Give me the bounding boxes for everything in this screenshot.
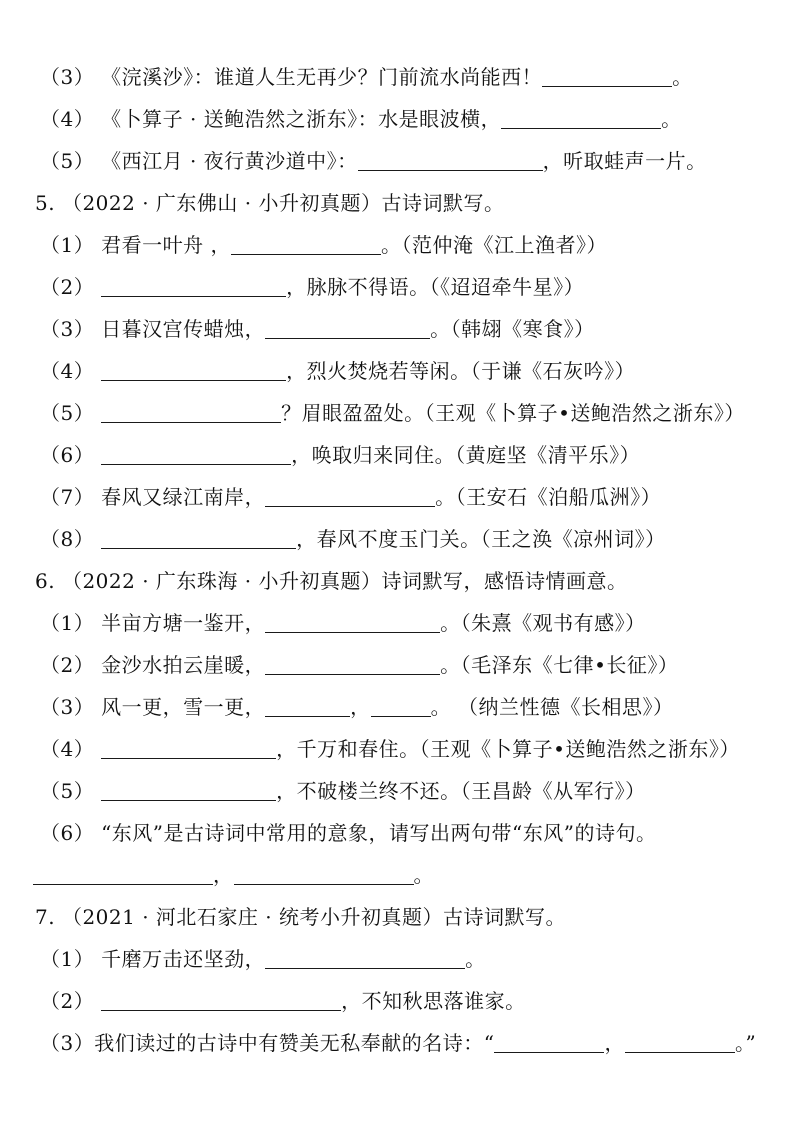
text-segment: ， (350, 695, 371, 719)
q6-item-3 (0, 686, 793, 728)
q5-header (0, 182, 793, 224)
q5-item-4 (0, 350, 793, 392)
q6-item-2 (0, 644, 793, 686)
blank-field (101, 528, 296, 549)
q7-item-2 (0, 980, 793, 1022)
q4-item-5 (0, 140, 793, 182)
text-segment: 5. （2022 · 广东佛山 · 小升初真题）古诗词默写。 (35, 191, 505, 215)
text-segment: 7. （2021 · 河北石家庄 · 统考小升初真题）古诗词默写。 (35, 905, 566, 929)
text-segment: ，听取蛙声一片。 (542, 149, 707, 173)
q5-item-6 (0, 434, 793, 476)
text-segment: （2） (40, 989, 102, 1013)
text-segment: 。 (413, 863, 434, 887)
q5-item-3 (0, 308, 793, 350)
q5-item-7 (0, 476, 793, 518)
q6-item-5 (0, 770, 793, 812)
text-segment: （3） 日暮汉宫传蜡烛， (40, 317, 266, 341)
text-segment: （6） (40, 443, 102, 467)
blank-field (101, 444, 291, 465)
blank-field (265, 612, 440, 633)
text-segment: （2） (40, 275, 102, 299)
text-segment: 6. （2022 · 广东珠海 · 小升初真题）诗词默写，感悟诗情画意。 (35, 569, 628, 593)
text-segment: 。 （纳兰性德《长相思》） (430, 695, 674, 719)
text-segment: ，唤取归来同住。（黄庭坚《清平乐》） (291, 443, 641, 467)
text-segment: ，烈火焚烧若等闲。（于谦《石灰吟》） (286, 359, 636, 383)
blank-field (265, 486, 435, 507)
blank-field (265, 696, 350, 717)
text-segment: （4） (40, 359, 102, 383)
text-segment: 。 (672, 65, 693, 89)
blank-field (265, 948, 465, 969)
text-segment: （1） 君看一叶舟 ， (40, 233, 231, 257)
text-segment: 。（王安石《泊船瓜洲》） (435, 485, 662, 509)
q4-item-3 (0, 56, 793, 98)
blank-field (231, 234, 381, 255)
blank-field (234, 864, 414, 885)
blank-field (358, 150, 543, 171)
text-segment: 。 (661, 107, 682, 131)
text-segment: （6） “东风”是古诗词中常用的意象，请写出两句带“东风”的诗句。 (40, 821, 657, 845)
text-segment: （4） 《卜算子 · 送鲍浩然之浙东》：水是眼波横， (40, 107, 502, 131)
text-segment: （5） (40, 779, 102, 803)
text-segment: （1） 半亩方塘一鉴开， (40, 611, 266, 635)
blank-field (101, 360, 286, 381)
q4-item-4 (0, 98, 793, 140)
text-segment: 。（朱熹《观书有感》） (440, 611, 646, 635)
q5-item-5 (0, 392, 793, 434)
text-segment: 。（范仲淹《江上渔者》） (380, 233, 607, 257)
text-segment: ，不破楼兰终不还。（王昌龄《从军行》） (276, 779, 646, 803)
blank-field (33, 864, 213, 885)
blank-field (494, 1032, 604, 1053)
text-segment: （4） (40, 737, 102, 761)
text-segment: （1） 千磨万击还坚劲， (40, 947, 266, 971)
text-segment: （3） 风一更，雪一更， (40, 695, 266, 719)
text-segment: ，脉脉不得语。（《迢迢牵牛星》） (286, 275, 585, 299)
text-segment: ，不知秋思落谁家。 (341, 989, 526, 1013)
text-segment: 。（毛泽东《七律•长征》） (440, 653, 679, 677)
text-segment: 。” (734, 1031, 757, 1055)
q6-header (0, 560, 793, 602)
text-segment: ，千万和春住。（王观《卜算子•送鲍浩然之浙东》） (276, 737, 740, 761)
blank-field (371, 696, 431, 717)
q6-item-6-answer-line (0, 854, 793, 896)
text-segment: （5） 《西江月 · 夜行黄沙道中》： (40, 149, 358, 173)
blank-field (101, 990, 341, 1011)
q5-item-8 (0, 518, 793, 560)
text-segment: 。（韩翃《寒食》） (430, 317, 595, 341)
blank-field (542, 66, 672, 87)
q7-item-1 (0, 938, 793, 980)
text-segment: （3） 《浣溪沙》：谁道人生无再少？门前流水尚能西！ (40, 65, 543, 89)
q7-item-3 (0, 1022, 793, 1064)
q5-item-2 (0, 266, 793, 308)
text-segment: ，春风不度玉门关。（王之涣《凉州词》） (296, 527, 666, 551)
q6-item-4 (0, 728, 793, 770)
text-segment: ， (604, 1031, 625, 1055)
blank-field (101, 402, 281, 423)
blank-field (501, 108, 661, 129)
blank-field (101, 780, 276, 801)
text-segment: ， (213, 863, 234, 887)
text-segment: （8） (40, 527, 102, 551)
text-segment: ？眉眼盈盈处。（王观《卜算子•送鲍浩然之浙东》） (281, 401, 745, 425)
text-segment: （3）我们读过的古诗中有赞美无私奉献的名诗：“ (40, 1031, 495, 1055)
q5-item-1 (0, 224, 793, 266)
q6-item-6 (0, 812, 793, 854)
text-segment: （2） 金沙水拍云崖暖， (40, 653, 266, 677)
blank-field (265, 654, 440, 675)
text-segment: （5） (40, 401, 102, 425)
blank-field (625, 1032, 735, 1053)
q6-item-1 (0, 602, 793, 644)
q7-header (0, 896, 793, 938)
blank-field (101, 276, 286, 297)
blank-field (101, 738, 276, 759)
blank-field (265, 318, 430, 339)
text-segment: （7） 春风又绿江南岸， (40, 485, 266, 509)
text-segment: 。 (465, 947, 486, 971)
